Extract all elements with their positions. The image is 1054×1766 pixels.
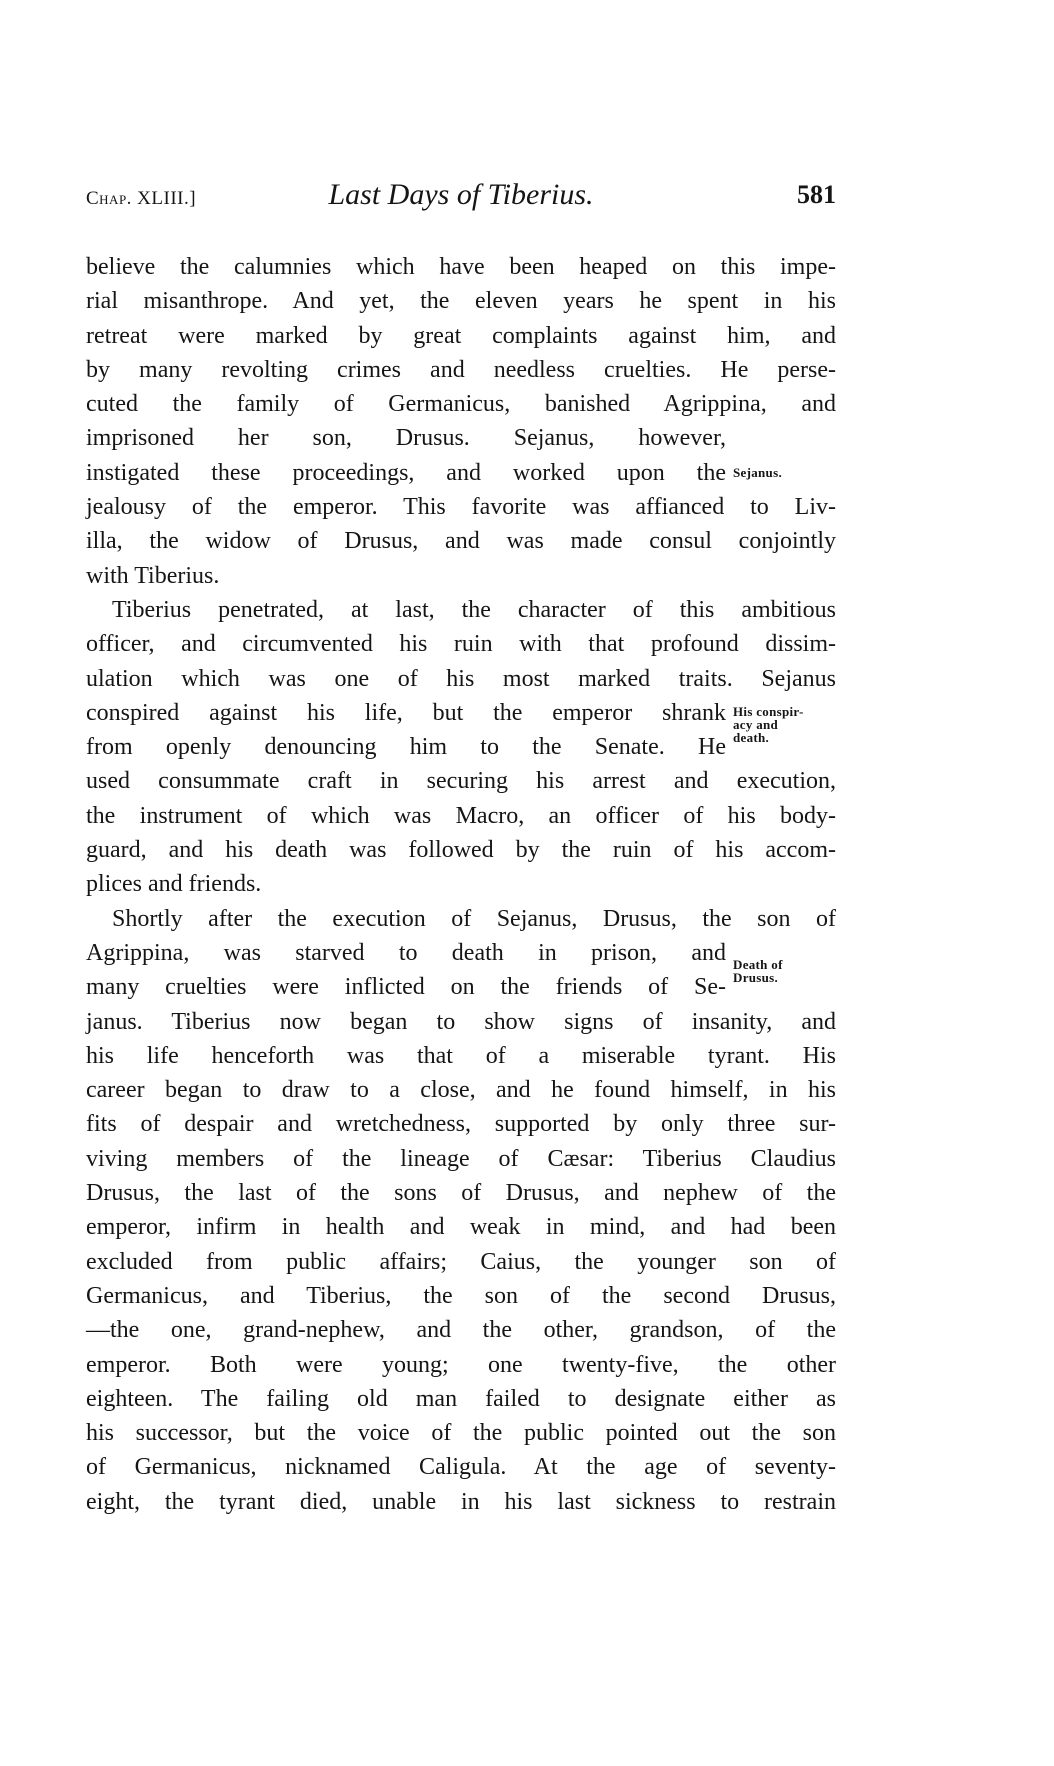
text-line: by many revolting crimes and needless cruelties. He perse- (86, 356, 836, 383)
text-line: viving members of the lineage of Cæsar: Tiberius Claudius (86, 1145, 836, 1172)
text-line: from openly denouncing him to the Senate. He (86, 734, 726, 761)
paragraph-1 (86, 250, 836, 593)
text-line: cuted the family of Germanicus, banished Agrippina, and (86, 391, 836, 418)
text-line: guard, and his death was followed by the ruin of his accom- (86, 837, 836, 864)
text-line: rial misanthrope. And yet, the eleven years he spent in his (86, 288, 836, 315)
text-line: eighteen. The failing old man failed to designate either as (86, 1385, 836, 1412)
text-line: of Germanicus, nicknamed Caligula. At the age of seventy- (86, 1454, 836, 1481)
text-line: believe the calumnies which have been heaped on this impe- (86, 254, 836, 280)
sidenote-line: Death of (733, 957, 783, 972)
text-line: Drusus, the last of the sons of Drusus, and nephew of the (86, 1180, 836, 1207)
text-line: —the one, grand-nephew, and the other, grandson, of the (86, 1317, 836, 1344)
text-line: imprisoned her son, Drusus. Sejanus, however, (86, 425, 726, 452)
sidenote-death-of-drusus (733, 958, 843, 984)
sidenote-sejanus (733, 466, 843, 479)
text-line: many cruelties were inflicted on the friends of Se- (86, 974, 726, 1001)
text-line: used consummate craft in securing his arrest and execution, (86, 768, 836, 795)
text-line: fits of despair and wretchedness, supported by only three sur- (86, 1111, 836, 1138)
text-line: jealousy of the emperor. This favorite was affianced to Liv- (86, 494, 836, 521)
text-line: ulation which was one of his most marked traits. Sejanus (86, 665, 836, 692)
text-line: illa, the widow of Drusus, and was made consul conjointly (86, 528, 836, 555)
text-line: Shortly after the execution of Sejanus, Drusus, the son of (112, 905, 836, 932)
sidenote-line: acy and (733, 717, 779, 732)
sidenote-line: Sejanus. (733, 465, 782, 480)
text-line: Tiberius penetrated, at last, the character of this ambitious (112, 596, 836, 623)
text-line: instigated these proceedings, and worked upon the (86, 459, 726, 486)
sidenote-line: death. (733, 730, 770, 745)
body-text (86, 250, 836, 1519)
text-line: retreat were marked by great complaints against him, and (86, 322, 836, 349)
text-line: plices and friends. (86, 871, 262, 898)
text-line: janus. Tiberius now began to show signs of insanity, and (86, 1008, 836, 1035)
text-line: Agrippina, was starved to death in prison, and (86, 939, 726, 966)
paragraph-2 (86, 593, 836, 902)
text-line: conspired against his life, but the emperor shrank (86, 699, 726, 726)
paragraph-3 (86, 902, 836, 1519)
page-number: 581 (797, 180, 836, 209)
chapter-label: Chap. XLIII.] (86, 188, 197, 209)
text-line: eight, the tyrant died, unable in his last sickness to restrain (86, 1488, 836, 1515)
sidenote-line: His conspir- (733, 704, 804, 719)
text-line: emperor. Both were young; one twenty-five, the other (86, 1351, 836, 1378)
running-title: Last Days of Tiberius. (328, 178, 594, 211)
text-line: Germanicus, and Tiberius, the son of the second Drusus, (86, 1282, 836, 1309)
text-line: officer, and circumvented his ruin with that profound dissim- (86, 631, 836, 658)
text-line: emperor, infirm in health and weak in mind, and had been (86, 1214, 836, 1241)
text-line: his life henceforth was that of a miserable tyrant. His (86, 1042, 836, 1069)
text-line: his successor, but the voice of the public pointed out the son (86, 1420, 836, 1447)
text-line: excluded from public affairs; Caius, the younger son of (86, 1248, 836, 1275)
text-line: career began to draw to a close, and he found himself, in his (86, 1077, 836, 1104)
sidenote-conspiracy (733, 705, 843, 744)
text-line: the instrument of which was Macro, an officer of his body- (86, 802, 836, 829)
text-line: with Tiberius. (86, 562, 220, 589)
running-head (86, 178, 836, 218)
sidenote-line: Drusus. (733, 970, 779, 985)
